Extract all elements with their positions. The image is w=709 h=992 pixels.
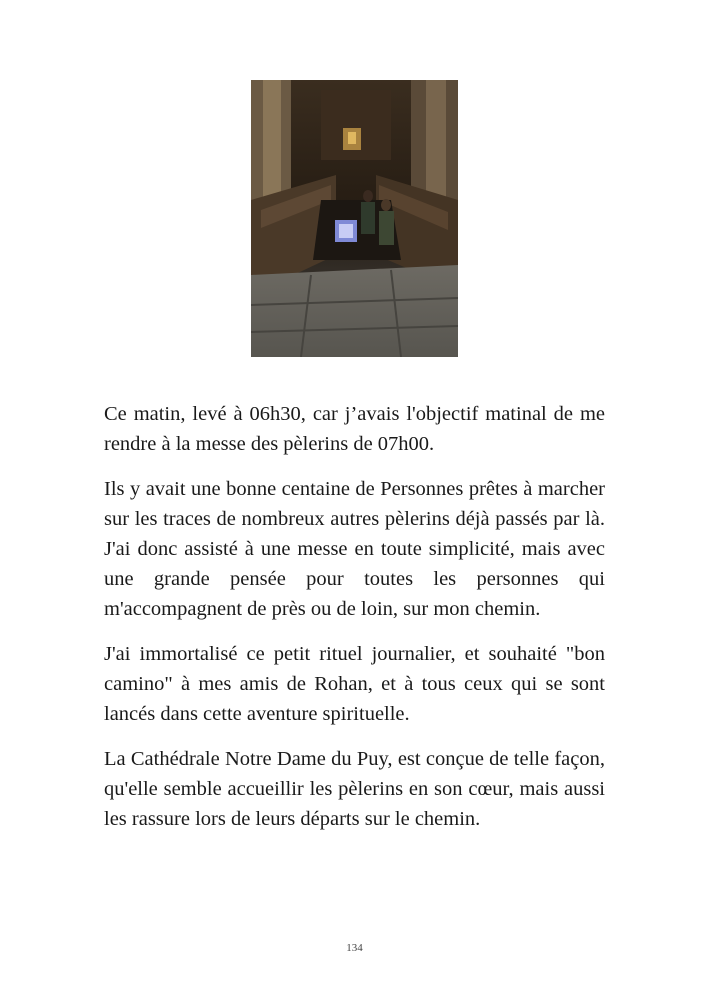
- page-number: 134: [346, 942, 363, 954]
- body-text: [104, 399, 605, 849]
- paragraph-2: Ils y avait une bonne centaine de Personnes prêtes à marcher sur les traces de nombreux autres pèlerins déjà passés par là. J'ai donc assisté à une messe en toute simplicité, mais avec une grande pensée pour toutes les personnes qui m'accompagnent de près ou de loin, sur mon chemin.: [104, 478, 605, 620]
- paragraph-4: La Cathédrale Notre Dame du Puy, est conçue de telle façon, qu'elle semble accueillir les pèlerins en son cœur, mais aussi les rassure lors de leurs départs sur le chemin.: [104, 748, 605, 830]
- paragraph-1: Ce matin, levé à 06h30, car j’avais l'objectif matinal de me rendre à la messe des pèlerins de 07h00.: [104, 403, 605, 455]
- paragraph-3: J'ai immortalisé ce petit rituel journalier, et souhaité "bon camino" à mes amis de Rohan, et à tous ceux qui se sont lancés dans cette aventure spirituelle.: [104, 643, 605, 725]
- cathedral-photo: [251, 80, 458, 357]
